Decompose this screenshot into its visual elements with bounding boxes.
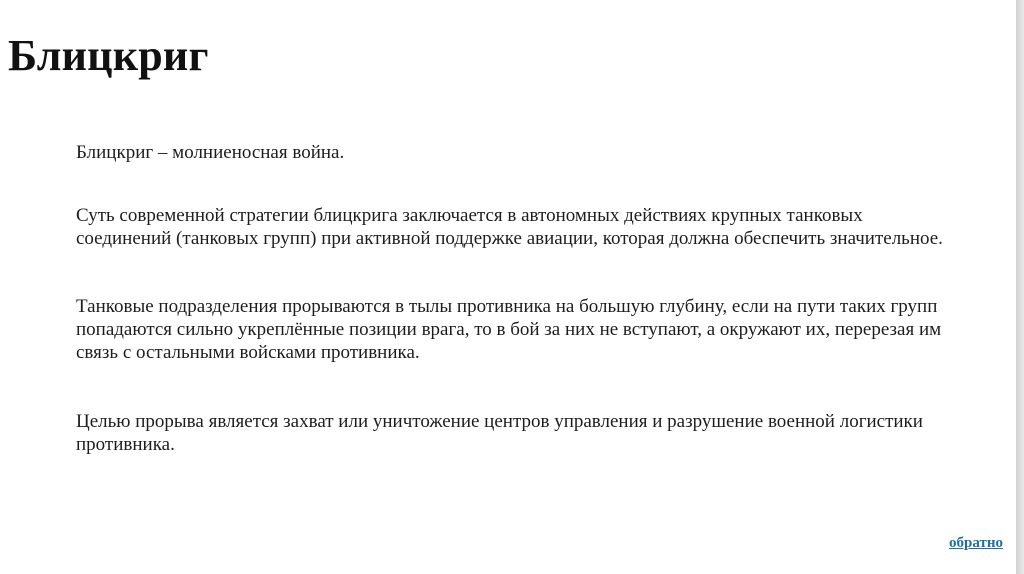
slide-title: Блицкриг <box>8 31 209 80</box>
slide-content <box>76 141 956 456</box>
paragraph-tank-units: Танковые подразделения прорываются в тылы противника на большую глубину, если на пути таких групп попадаются сильно укреплённые позиции врага, то в бой за них не вступают, а окружают их, перерезая им связь с остальными войсками противника. <box>76 296 942 363</box>
back-link[interactable]: обратно <box>949 535 1003 551</box>
paragraph-strategy: Суть современной стратегии блицкрига заключается в автономных действиях крупных танковых соединений (танковых групп) при активной поддержке авиации, которая должна обеспечить значительное. <box>76 205 943 249</box>
paragraph-goal: Целью прорыва является захват или уничтожение центров управления и разрушение военной логистики противника. <box>76 411 923 455</box>
paragraph-definition: Блицкриг – молниеносная война. <box>76 142 345 163</box>
